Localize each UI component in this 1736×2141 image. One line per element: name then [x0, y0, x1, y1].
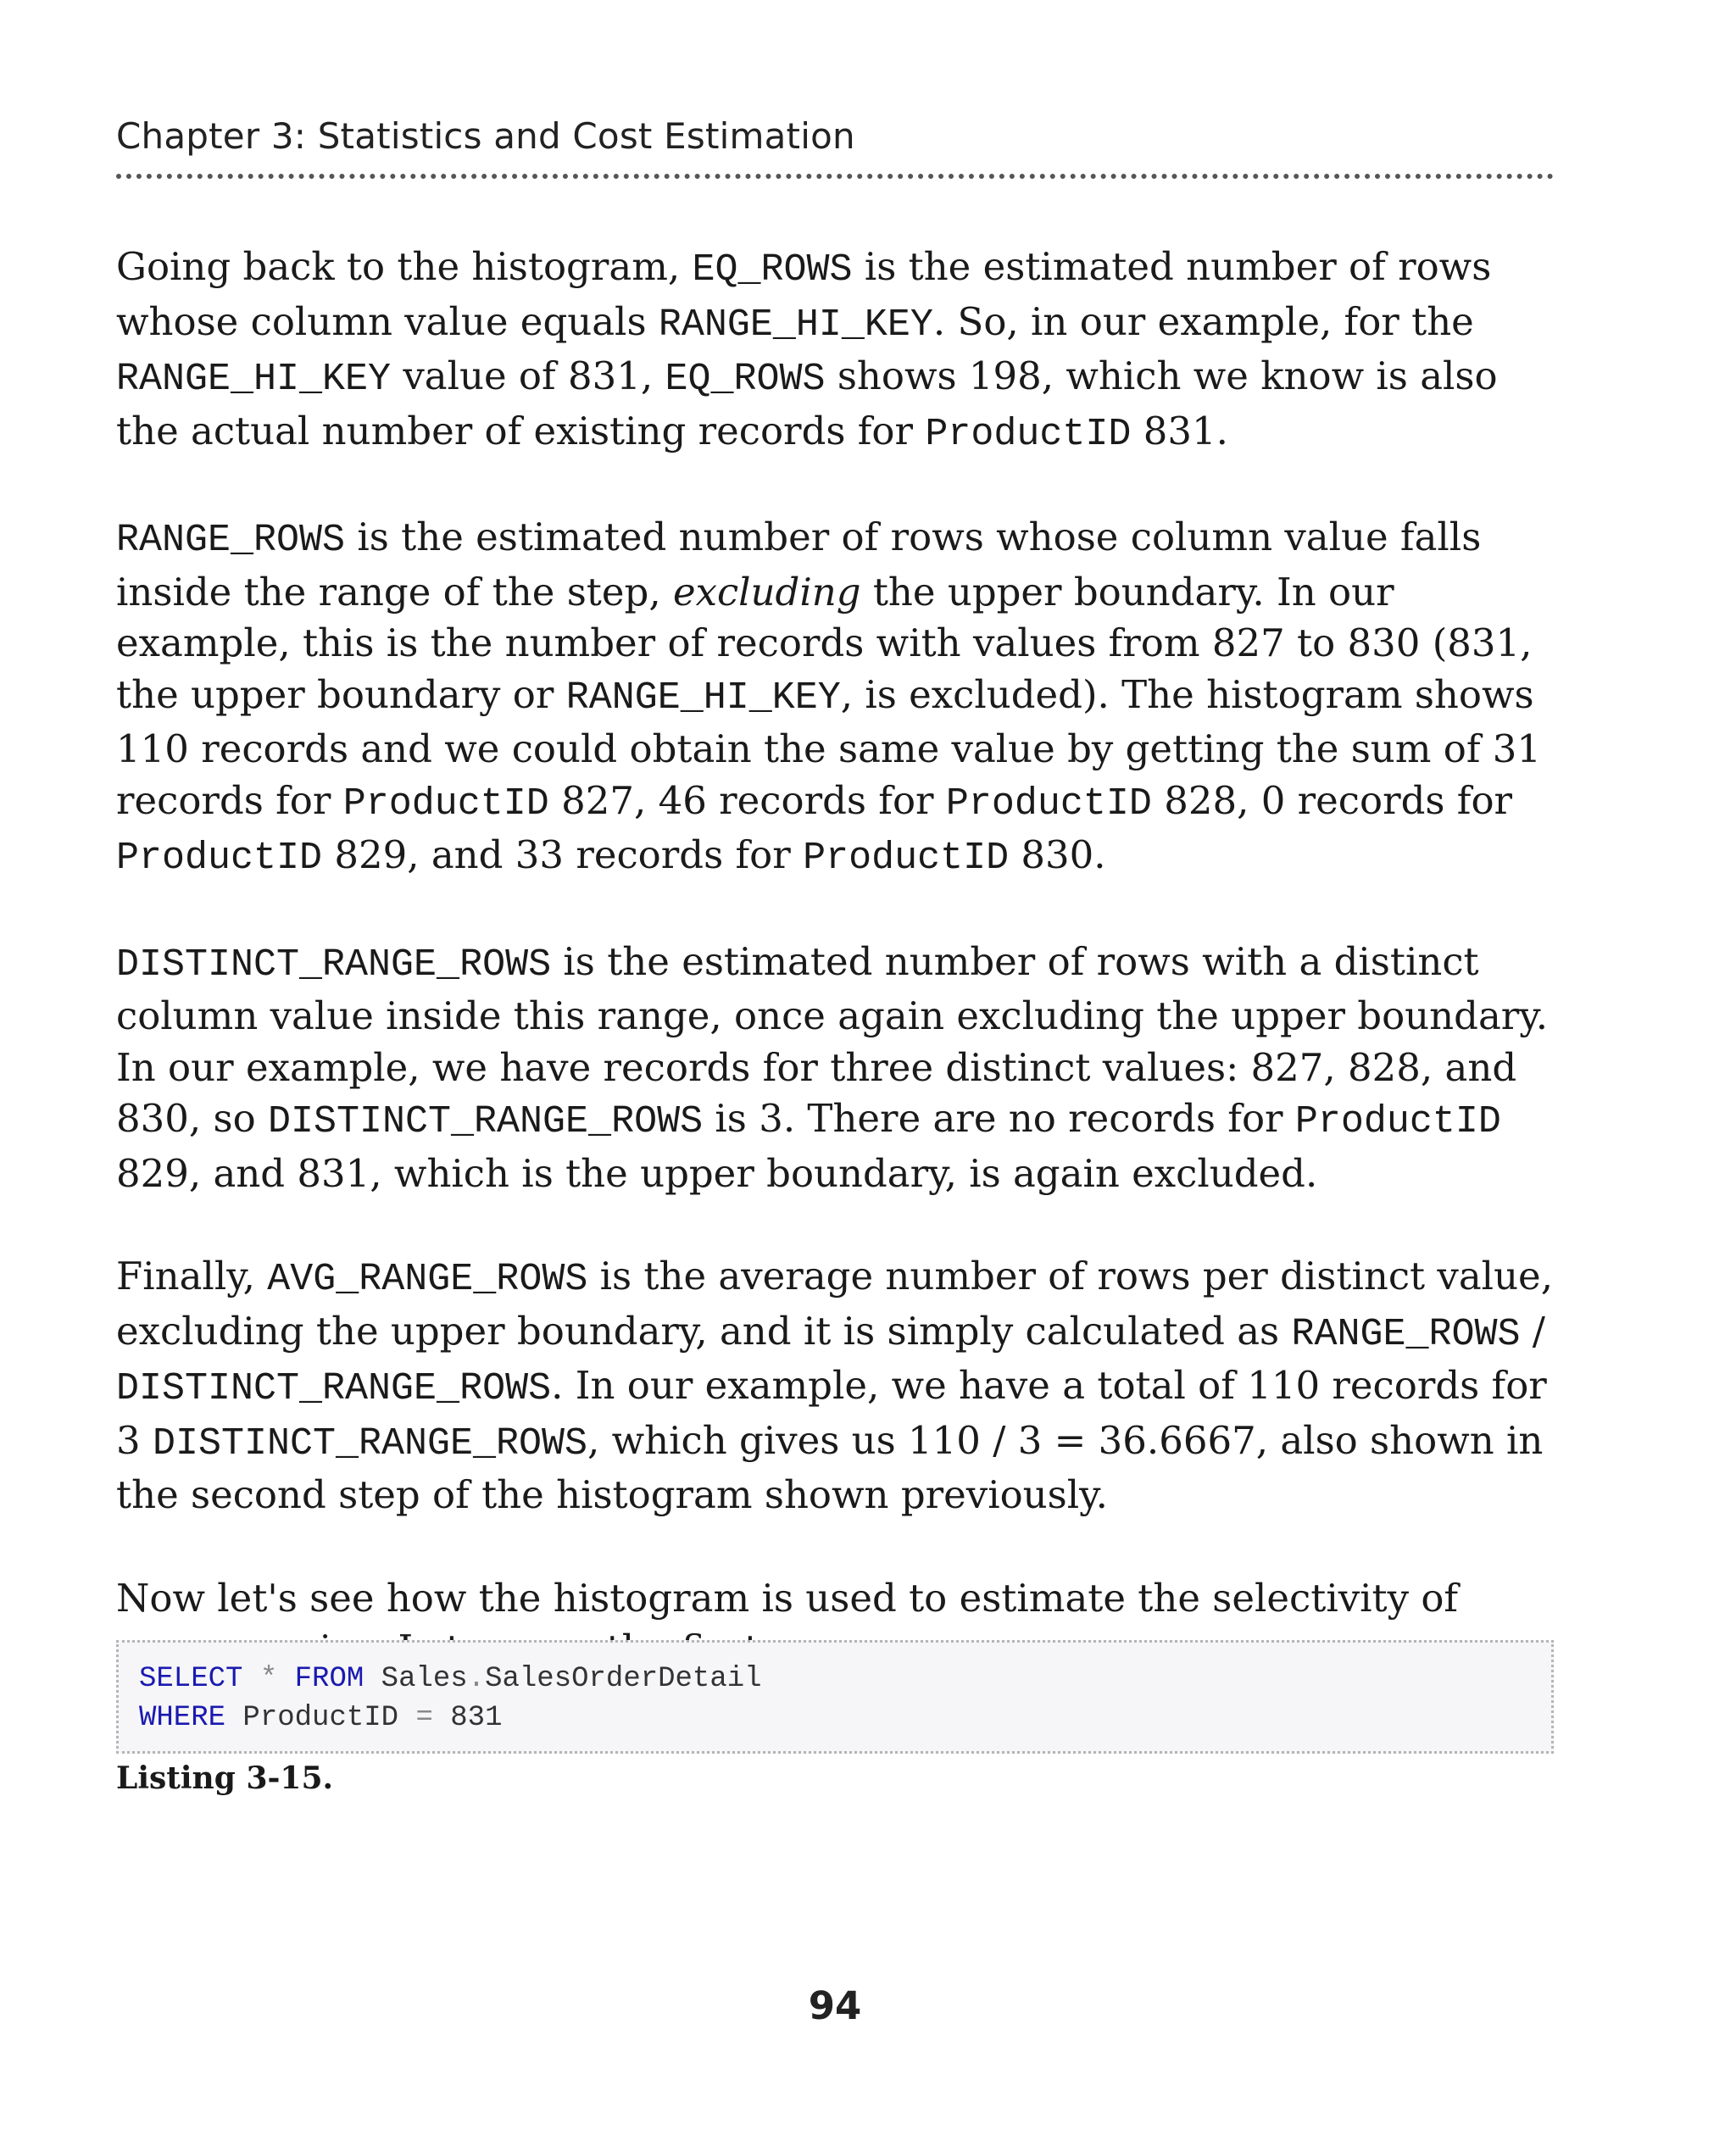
code-term: ProductID	[1294, 1100, 1501, 1143]
code-term: DISTINCT_RANGE_ROWS	[268, 1100, 704, 1143]
sql-operator: *	[242, 1663, 295, 1695]
sql-keyword: WHERE	[139, 1702, 226, 1734]
code-term: ProductID	[803, 837, 1010, 880]
sql-keyword: FROM	[294, 1663, 364, 1695]
code-term: ProductID	[925, 412, 1132, 456]
sql-literal: 831	[432, 1702, 503, 1734]
paragraph-avg-range-rows: Finally, AVG_RANGE_ROWS is the average number of rows per distinct value, excluding the upper boundary, and it is simply calculated as RANGE_ROWS / DISTINCT_RANGE_ROWS. In our example, we have a total of 110 records for 3 DISTINCT_RANGE_ROWS, which gives us 110 / 3 = 36.6667, also shown in the second step of the histogram shown previously.	[116, 1254, 1553, 1517]
code-term: RANGE_HI_KEY	[565, 676, 841, 720]
code-term: DISTINCT_RANGE_ROWS	[116, 943, 552, 987]
code-term: EQ_ROWS	[692, 248, 853, 292]
running-head: Chapter 3: Statistics and Cost Estimation	[116, 115, 855, 157]
paragraph-range-rows: RANGE_ROWS is the estimated number of rows whose column value falls inside the range of the step, excluding the upper boundary. In our example, this is the number of records with values from 827 to 830 (831, the upper boundary or RANGE_HI_KEY, is excluded). The histogram shows 110 records and we could obtain the same value by getting the sum of 31 records for ProductID 827, 46 records for ProductID 828, 0 records for ProductID 829, and 33 records for ProductID 830.	[116, 514, 1542, 880]
paragraph-distinct-range-rows: DISTINCT_RANGE_ROWS is the estimated number of rows with a distinct column value inside this range, once again excluding the upper boundary. In our example, we have records for three distinct values: 827, 828, and 830, so DISTINCT_RANGE_ROWS is 3. There are no records for ProductID 829, and 831, which is the upper boundary, is again excluded.	[116, 938, 1549, 1196]
code-line	[139, 1699, 1551, 1738]
body-text	[116, 242, 1557, 1727]
code-term: RANGE_ROWS	[116, 519, 346, 562]
code-term: RANGE_ROWS	[1291, 1312, 1521, 1356]
code-term: RANGE_HI_KEY	[658, 303, 933, 347]
code-term: DISTINCT_RANGE_ROWS	[152, 1421, 588, 1465]
page-number: 94	[808, 1983, 862, 2028]
code-term: ProductID	[945, 781, 1152, 826]
sql-operator: =	[415, 1702, 433, 1734]
emphasis: excluding	[672, 569, 861, 614]
dotted-rule	[116, 174, 1554, 179]
code-term: DISTINCT_RANGE_ROWS	[116, 1367, 552, 1410]
sql-identifier: ProductID	[225, 1702, 416, 1734]
sql-keyword: SELECT	[139, 1663, 243, 1695]
code-listing	[116, 1640, 1554, 1754]
code-term: AVG_RANGE_ROWS	[267, 1258, 588, 1301]
paragraph-eq-rows: Going back to the histogram, EQ_ROWS is the estimated number of rows whose column value equals RANGE_HI_KEY. So, in our example, for the RANGE_HI_KEY value of 831, EQ_ROWS shows 198, which we know is also the actual number of existing records for ProductID 831.	[116, 244, 1498, 456]
listing-caption: Listing 3-15.	[116, 1760, 334, 1796]
sql-operator: .	[467, 1663, 486, 1695]
code-term: ProductID	[342, 781, 549, 826]
code-term: RANGE_HI_KEY	[116, 358, 392, 401]
code-term: ProductID	[116, 837, 323, 880]
sql-identifier: Sales	[364, 1663, 468, 1695]
paragraph-first-query-intro: Now let's see how the histogram is used to estimate the selectivity of	[116, 1575, 1459, 1621]
code-term: EQ_ROWS	[665, 358, 826, 401]
sql-identifier: SalesOrderDetail	[485, 1663, 762, 1695]
code-line	[139, 1660, 1551, 1699]
